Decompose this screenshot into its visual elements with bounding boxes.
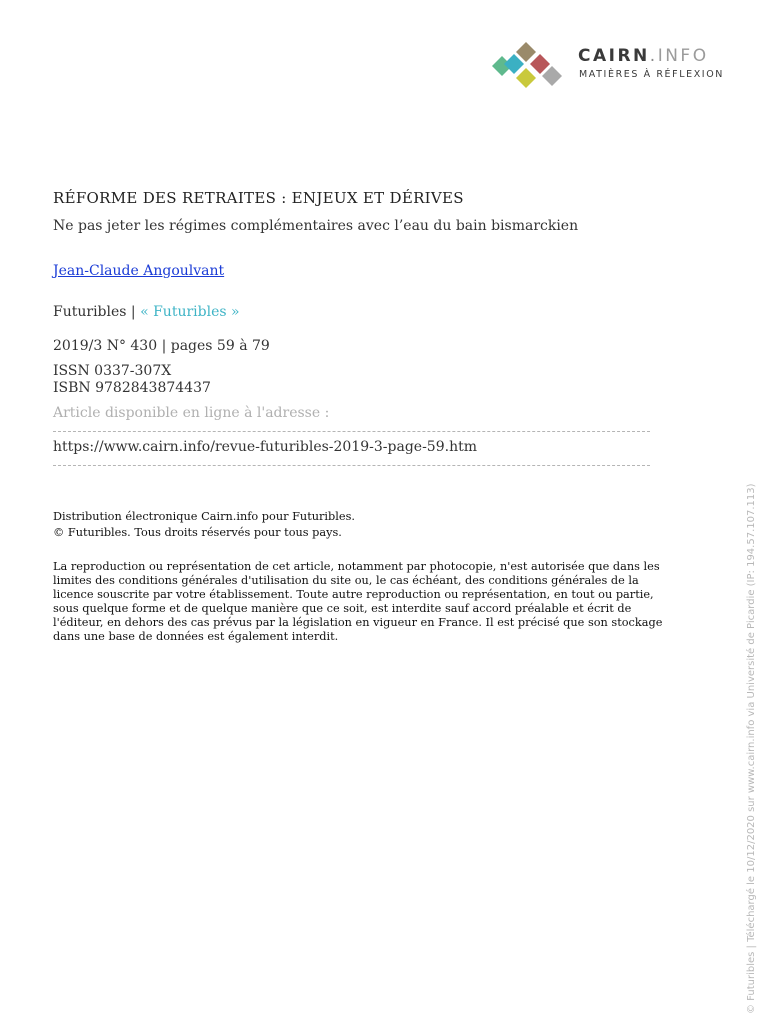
- copyright-text: © Futuribles. Tous droits réservés pour tous pays.: [53, 526, 342, 539]
- isbn: ISBN 9782843874437: [53, 380, 211, 396]
- divider-top: [53, 431, 650, 432]
- legal-line: limites des conditions générales d'utilisation du site ou, le cas échéant, des conditions générales de la: [53, 574, 639, 587]
- article-title: RÉFORME DES RETRAITES : ENJEUX ET DÉRIVES: [53, 189, 464, 207]
- publisher-name: Futuribles |: [53, 304, 141, 320]
- download-watermark: © Futuribles | Téléchargé le 10/12/2020 sur www.cairn.info via Université de Picardie (IP: 194.57.107.113): [746, 483, 757, 1014]
- legal-line: l'éditeur, en dehors des cas prévus par la législation en vigueur en France. Il est précisé que son stockage: [53, 616, 663, 629]
- divider-bottom: [53, 465, 650, 466]
- article-url-link[interactable]: https://www.cairn.info/revue-futuribles-2019-3-page-59.htm: [53, 439, 477, 455]
- legal-notice: [53, 560, 721, 644]
- distribution-text: Distribution électronique Cairn.info pour Futuribles.: [53, 510, 355, 523]
- journal-line: [53, 304, 240, 320]
- availability-label: Article disponible en ligne à l'adresse :: [53, 405, 330, 421]
- legal-line: licence souscrite par votre établissement. Toute autre reproduction ou représentation, en tout ou partie,: [53, 588, 654, 601]
- legal-line: dans une base de données est également interdit.: [53, 630, 339, 643]
- issue-info: 2019/3 N° 430 | pages 59 à 79: [53, 338, 270, 354]
- legal-line: La reproduction ou représentation de cet article, notamment par photocopie, n'est autorisée que dans les: [53, 560, 660, 573]
- author-link[interactable]: Jean-Claude Angoulvant: [53, 263, 225, 279]
- cairn-diamonds-icon: [488, 42, 568, 90]
- cairn-logo[interactable]: [488, 42, 728, 90]
- cairn-tagline: MATIÈRES À RÉFLEXION: [579, 69, 724, 80]
- legal-line: sous quelque forme et de quelque manière que ce soit, est interdite sauf accord préalable et écrit de: [53, 602, 632, 615]
- cairn-brand-name: CAIRN.INFO: [578, 46, 709, 66]
- article-subtitle: Ne pas jeter les régimes complémentaires avec l’eau du bain bismarckien: [53, 218, 579, 234]
- issn: ISSN 0337-307X: [53, 363, 172, 379]
- collection-link[interactable]: « Futuribles »: [140, 304, 240, 320]
